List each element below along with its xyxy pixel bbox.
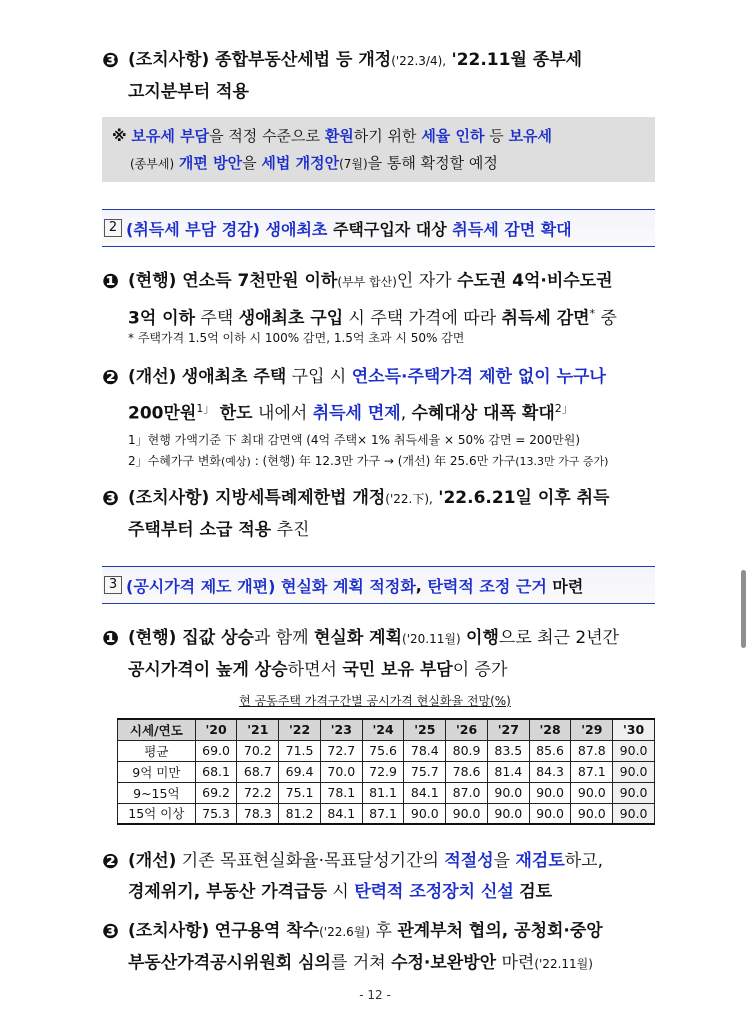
item-text: 재검토 [515,851,565,871]
list-item [102,623,655,686]
item-text: , [400,403,407,424]
table-cell: 68.1 [195,761,237,782]
list-item [102,846,655,908]
table-cell: 90.0 [487,782,529,803]
section-title: 생애최초 [265,219,328,239]
note-text: 하기 위한 [353,127,417,145]
item-text: 3억 이하 [128,308,196,329]
note-text: 세법 개정안 [261,154,340,172]
table-header-cell: '21 [237,719,279,740]
table-cell: 85.6 [529,740,571,761]
table-cell: 90.0 [529,782,571,803]
section-title: (취득세 부담 경감) [126,219,260,239]
item-text: 주택 [200,308,234,329]
item-text: 탄력적 조정장치 신설 [354,882,514,902]
table-cell: 9~15억 [118,782,196,803]
table-header-cell: 시세/연도 [118,719,196,740]
table-cell: 69.4 [279,761,321,782]
table-cell: 80.9 [446,740,488,761]
item-text: 취득세 감면 [501,308,590,329]
note-text: 환원 [324,127,354,145]
table-cell: 평균 [118,740,196,761]
footnote-mark: * [589,307,596,320]
table-cell: 81.1 [362,782,404,803]
item-text: 수도권 4억·비수도권 [456,271,613,291]
item-text: 연소득·주택가격 제한 없이 누구나 [351,367,606,387]
item-text: '22.6.21일 이후 취득 [438,488,610,508]
table-cell: 72.9 [362,761,404,782]
note-text: 보유세 부담 [131,127,210,145]
page-number: - 12 - [359,988,391,1002]
data-table [117,718,655,825]
item-text: ('22.6월) [319,925,371,939]
table-cell: 87.1 [362,803,404,824]
item-text: 현실화 계획 [314,628,403,648]
table-cell: 90.0 [571,803,613,824]
item-text: 을 [493,851,511,871]
item-text: 인 자가 [396,271,452,291]
table-header-cell: '23 [320,719,362,740]
scrollbar-thumb[interactable] [741,570,746,648]
table-header-cell: '26 [446,719,488,740]
table-cell: 84.1 [320,803,362,824]
table-cell: 84.3 [529,761,571,782]
footnote: * 주택가격 1.5억 이하 시 100% 감면, 1.5억 초과 시 50% 감면 [128,331,465,345]
item-text: (개선) [128,851,177,871]
item-text: 시 주택 가격에 따라 [348,308,497,329]
item-text: (현행) 집값 상승 [128,628,254,648]
item-text: 국민 보유 부담 [342,660,453,680]
item-text: (조치사항) [128,921,210,941]
item-text: ('22.下), [385,492,433,506]
item-text: 생애최초 주택 [181,367,287,387]
item-date: ('22.3/4), [391,54,447,68]
table-cell: 69.2 [195,782,237,803]
table-header-cell: '27 [487,719,529,740]
item-text: 기존 목표현실화율·목표달성기간의 [181,851,439,871]
table-cell: 87.8 [571,740,613,761]
note-text: 을 적정 수준으로 [209,127,321,145]
table-caption [0,692,750,709]
table-row [118,740,655,761]
table-cell: 84.1 [404,782,446,803]
note-text: 개편 방안 [178,154,243,172]
table-cell: 71.5 [279,740,321,761]
section-title: 주택구입자 대상 [332,219,447,239]
table-cell: 68.7 [237,761,279,782]
item-text: 이 증가 [452,660,508,680]
item-number: ❶ [102,269,119,293]
item-text: '22.11월 종부세 [451,50,583,70]
list-item [102,362,655,430]
item-text: 적절성 [444,851,494,871]
item-text: 하고, [564,851,603,871]
note-text: (종부세) [130,157,175,171]
table-cell: 75.3 [195,803,237,824]
item-text: 시 [332,882,349,902]
table-cell: 90.0 [446,803,488,824]
item-number: ❷ [102,365,119,389]
item-text: (부부 합산) [337,275,397,289]
table-cell: 90.0 [613,740,655,761]
item-text: 구입 시 [291,367,347,387]
table-cell: 87.0 [446,782,488,803]
table-caption-text: 현 공동주택 가격구간별 공시가격 현실화율 전망(%) [239,694,511,708]
item-number: ❸ [102,48,119,72]
table-cell: 90.0 [571,782,613,803]
table-cell: 69.0 [195,740,237,761]
footnote-mark: 1」 [196,402,215,415]
note-text: 세율 인하 [421,127,485,145]
item-text: 수정·보완방안 [391,953,497,973]
footnote: 1」현행 가액기준 下 최대 감면액 (4억 주택× 1% 취득세율 × 50% 감면 = 200만원) [128,433,581,447]
list-item [102,483,655,546]
section-title: 탄력적 조정 근거 [427,576,547,596]
footnote-text: : (현행) 年 12.3만 가구 → (개선) 年 25.6만 가구 [254,454,516,468]
table-cell: 75.6 [362,740,404,761]
section-header-2 [102,209,655,247]
section-number: 3 [104,576,122,594]
section-title: 마련 [552,576,584,596]
note-text: 등 [489,127,504,145]
item-text: (현행) 연소득 7천만원 이하 [128,271,338,291]
item-text: 부동산가격공시위원회 심의 [128,953,331,973]
item-text: 공시가격이 높게 상승 [128,660,288,680]
table-cell: 81.4 [487,761,529,782]
table-header-row [118,719,655,740]
table-cell: 83.5 [487,740,529,761]
table-cell: 75.1 [279,782,321,803]
item-number: ❷ [102,849,119,873]
item-text: 중 [600,308,617,329]
table-cell: 75.7 [404,761,446,782]
item-number: ❶ [102,626,119,650]
table-cell: 78.4 [404,740,446,761]
table-cell: 70.2 [237,740,279,761]
item-text: 하면서 [287,660,337,680]
item-text: 200만원 [128,403,197,424]
note-text: (7월) [339,157,368,171]
section-title: 현실화 계획 적정화 [281,576,416,596]
item-text: 으로 최근 2년간 [498,628,620,648]
table-row [118,803,655,824]
top-item [102,45,655,108]
table-cell: 9억 미만 [118,761,196,782]
table-header-cell: '22 [279,719,321,740]
table-cell: 78.3 [237,803,279,824]
table-cell: 90.0 [487,803,529,824]
table-cell: 90.0 [613,803,655,824]
footnote-text: (13.3만 가구 증가) [515,455,609,468]
section-header-3 [102,566,655,604]
item-text: 연구용역 착수 [214,921,320,941]
table-header-cell: '29 [571,719,613,740]
section-title: (공시가격 제도 개편) [126,576,276,596]
table-cell: 90.0 [613,761,655,782]
item-text: 내에서 [258,403,308,424]
section-title: 취득세 감면 확대 [452,219,572,239]
item-text: 관계부처 협의, 공청회·중앙 [397,921,603,941]
table-header-cell: '25 [404,719,446,740]
footnote-text: 2」수혜가구 변화 [128,454,222,468]
item-text: 취득세 면제 [312,403,401,424]
note-mark: ※ [112,127,127,145]
note-text: 보유세 [508,127,553,145]
table-row [118,782,655,803]
section-number: 2 [104,219,122,237]
item-text: ('22.11월) [534,957,593,971]
item-text: 생애최초 구입 [238,308,344,329]
section-title: , [415,575,422,595]
item-text: (조치사항) 종합부동산세법 등 개정 [128,50,392,70]
item-text: 를 거쳐 [330,953,386,973]
note-box [102,117,655,182]
item-text: ('20.11월) [402,632,461,646]
table-cell: 78.1 [320,782,362,803]
table-cell: 70.0 [320,761,362,782]
item-text: (조치사항) 지방세특례제한법 개정 [128,488,386,508]
item-text: 경제위기, 부동산 가격급등 [128,882,327,902]
table-header-cell: '20 [195,719,237,740]
item-number: ❸ [102,486,119,510]
table-cell: 72.2 [237,782,279,803]
table-row [118,761,655,782]
table-cell: 87.1 [571,761,613,782]
table-cell: 90.0 [404,803,446,824]
table-cell: 15억 이상 [118,803,196,824]
item-number: ❸ [102,919,119,943]
table-cell: 72.7 [320,740,362,761]
item-text: 과 함께 [253,628,309,648]
item-text: 주택부터 소급 적용 [128,520,272,540]
table-header-cell: '28 [529,719,571,740]
table-cell: 90.0 [613,782,655,803]
table-cell: 81.2 [279,803,321,824]
list-item [102,916,655,980]
item-text: 이행 [466,628,499,648]
note-text: 을 통해 확정할 예정 [367,154,498,172]
table-cell: 90.0 [529,803,571,824]
table-header-cell: '24 [362,719,404,740]
item-text: 수혜대상 대폭 확대 [411,403,555,424]
list-item [102,266,655,335]
item-text: 후 [375,921,392,941]
item-text: 검토 [519,882,553,902]
item-text: 고지분부터 적용 [128,82,249,102]
footnote [128,451,608,472]
item-text: 한도 [219,403,253,424]
item-text: 추진 [276,520,310,540]
table-header-cell: '30 [613,719,655,740]
footnote-text: (예상) [221,455,251,468]
table-cell: 78.6 [446,761,488,782]
item-text: 마련 [501,953,535,973]
note-text: 을 [242,154,257,172]
footnote-mark: 2」 [554,402,573,415]
item-text: (개선) [128,367,177,387]
